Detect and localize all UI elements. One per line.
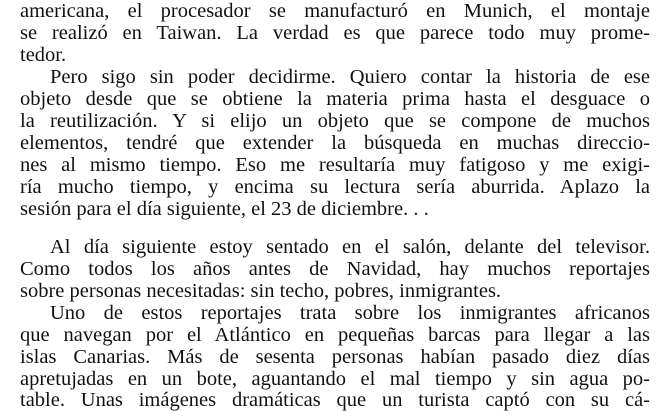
text-line: sobre personas necesitadas: sin techo, pobres, inmigrantes. [20, 280, 502, 302]
text-line: Uno de estos reportajes trata sobre los inmigrantes africanos [50, 302, 650, 324]
text-line: se realizó en Taiwan. La verdad es que parece todo muy prome- [20, 22, 650, 44]
text-line: Al día siguiente estoy sentado en el salón, delante del televisor. [50, 236, 650, 258]
text-line: table. Unas imágenes dramáticas que un turista captó con su cá- [20, 389, 650, 411]
text-line: islas Canarias. Más de sesenta personas habían pasado diez días [20, 346, 650, 368]
text-line: tedor. [20, 44, 67, 66]
text-line: la reutilización. Y si elijo un objeto que se compone de muchos [20, 110, 650, 132]
text-line: Pero sigo sin poder decidirme. Quiero contar la historia de ese [50, 66, 650, 88]
text-line: objeto desde que se obtiene la materia prima hasta el desguace o [20, 88, 650, 110]
text-line: nes al mismo tiempo. Eso me resultaría muy fatigoso y me exigi- [20, 154, 650, 176]
text-line: ría mucho tiempo, y encima su lectura sería aburrida. Aplazo la [20, 176, 650, 198]
text-line: Como todos los años antes de Navidad, hay muchos reportajes [20, 258, 650, 280]
text-line: apretujadas en un bote, aguantando el mal tiempo y sin agua po- [20, 368, 650, 390]
text-line: que navegan por el Atlántico en pequeñas barcas para llegar a las [20, 324, 650, 346]
text-line: americana, el procesador se manufacturó en Munich, el montaje [20, 0, 650, 22]
text-line: sesión para el día siguiente, el 23 de diciembre. . . [20, 198, 429, 220]
text-line: elementos, tendré que extender la búsqueda en muchas direccio- [20, 132, 650, 154]
